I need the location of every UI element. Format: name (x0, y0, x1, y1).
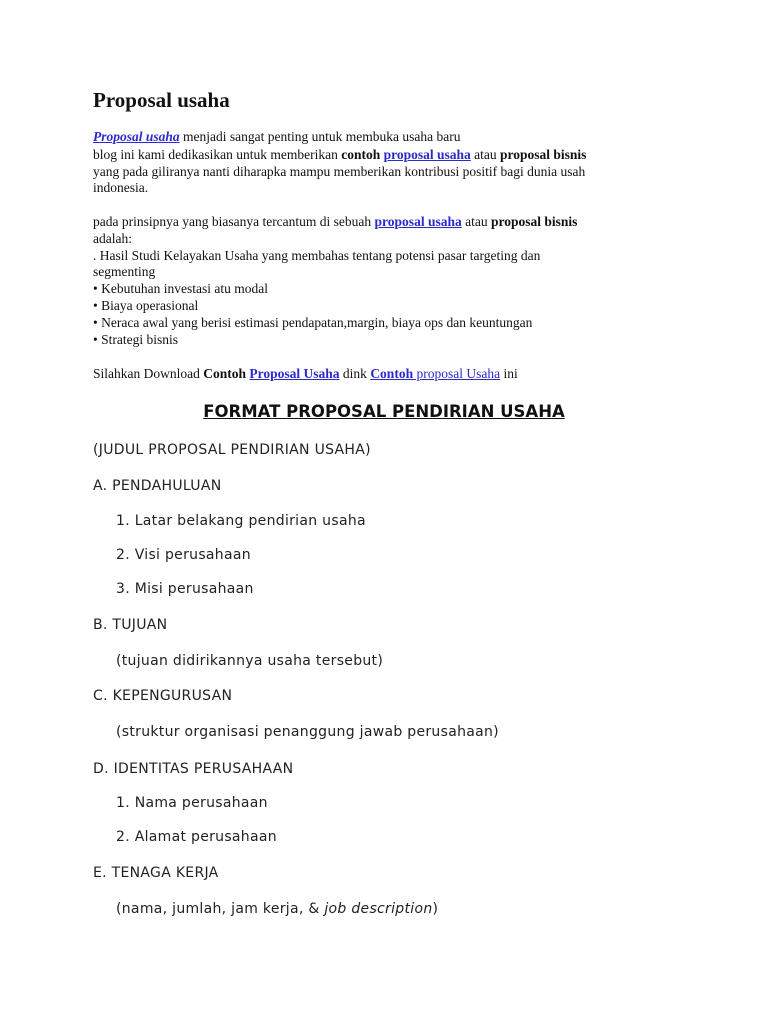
text: menjadi sangat penting untuk membuka usaha baru (179, 129, 461, 144)
paragraph-line: adalah: (93, 231, 132, 246)
outline-heading: A. PENDAHULUAN (93, 478, 222, 494)
text: atau (470, 147, 501, 162)
proposal-usaha-link[interactable]: proposal usaha (374, 214, 462, 229)
bold-text: Contoh (203, 366, 247, 381)
proposal-usaha-link[interactable]: Proposal usaha (93, 129, 180, 144)
proposal-usaha-link[interactable]: proposal usaha (383, 147, 471, 162)
bold-text: proposal bisnis (500, 147, 587, 162)
text: dink (339, 366, 371, 381)
outline-item: 1. Nama perusahaan (116, 795, 268, 811)
text: blog ini kami dedikasikan untuk memberikan (93, 147, 342, 162)
outline-heading: C. KEPENGURUSAN (93, 688, 233, 704)
bullet-item: • Strategi bisnis (93, 332, 178, 347)
text: pada prinsipnya yang biasanya tercantum di sebuah (93, 214, 375, 229)
text: (nama, jumlah, jam kerja, & (116, 901, 325, 917)
outline-heading: B. TUJUAN (93, 617, 168, 633)
link-bold: Contoh (370, 366, 414, 381)
contoh-proposal-link[interactable] (370, 366, 500, 381)
outline-item: 3. Misi perusahaan (116, 581, 254, 597)
text: Silahkan Download (93, 366, 204, 381)
bullet-item: • Biaya operasional (93, 298, 199, 313)
text: atau (461, 214, 491, 229)
text: ini (500, 366, 518, 381)
paragraph-line: segmenting (93, 264, 156, 279)
outline-item: (tujuan didirikannya usaha tersebut) (116, 653, 384, 669)
outline-item: 1. Latar belakang pendirian usaha (116, 513, 366, 529)
paragraph-line: yang pada giliranya nanti diharapka mampu memberikan kontribusi positif bagi dunia usah (93, 164, 586, 179)
bold-text: proposal bisnis (490, 214, 578, 229)
paragraph-line: . Hasil Studi Kelayakan Usaha yang membahas tentang potensi pasar targeting dan (93, 248, 541, 263)
paragraph-line: indonesia. (93, 180, 149, 195)
text: ) (432, 901, 439, 917)
bullet-item: • Neraca awal yang berisi estimasi pendapatan,margin, biaya ops dan keuntungan (93, 315, 533, 330)
outline-item: (struktur organisasi penanggung jawab perusahaan) (116, 724, 499, 740)
page-title: Proposal usaha (93, 88, 230, 112)
link-text: proposal Usaha (413, 366, 501, 381)
outline-heading: E. TENAGA KERJA (93, 865, 219, 881)
outline-item (116, 901, 438, 917)
bold-text: contoh (341, 147, 381, 162)
paragraph-line (93, 147, 586, 164)
outline-heading: D. IDENTITAS PERUSAHAAN (93, 761, 294, 777)
paragraph-line (93, 129, 460, 146)
download-line (93, 366, 518, 383)
italic-text: job description (324, 901, 433, 917)
proposal-usaha-link[interactable]: Proposal Usaha (249, 366, 340, 381)
outline-line: (JUDUL PROPOSAL PENDIRIAN USAHA) (93, 442, 371, 458)
paragraph-line (93, 214, 577, 231)
format-heading: FORMAT PROPOSAL PENDIRIAN USAHA (203, 402, 565, 421)
outline-item: 2. Visi perusahaan (116, 547, 251, 563)
bullet-item: • Kebutuhan investasi atu modal (93, 281, 268, 296)
outline-item: 2. Alamat perusahaan (116, 829, 277, 845)
